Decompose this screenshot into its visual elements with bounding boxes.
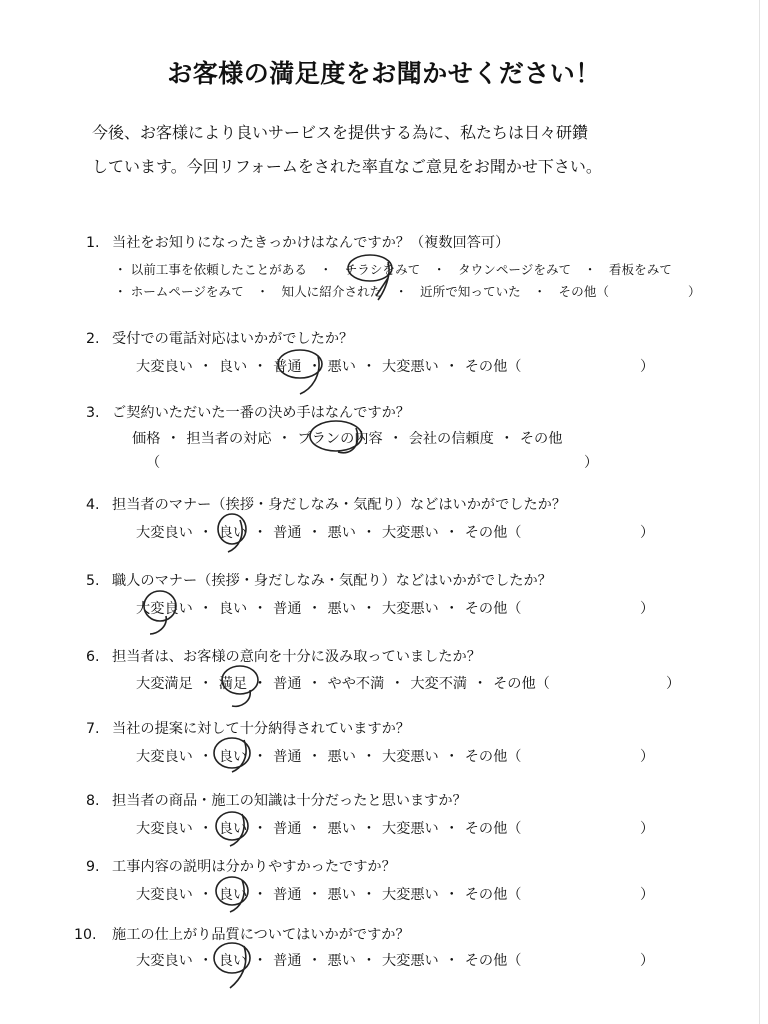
- question-text: 施工の仕上がり品質についてはいかがですか？: [112, 927, 410, 943]
- question-10: [74, 924, 410, 944]
- question-1: [86, 232, 509, 252]
- question-7: [86, 718, 410, 738]
- intro-line-1: 今後、お客様により良いサービスを提供する為に、私たちは日々研鑽: [92, 123, 589, 142]
- option[interactable]: その他（: [464, 749, 522, 765]
- q7-options: 大変良い ・ 良い ・ 普通 ・ 悪い ・ 大変悪い ・ その他（: [136, 749, 522, 765]
- option[interactable]: 良い: [218, 359, 248, 375]
- question-number: 2.: [86, 331, 100, 347]
- option[interactable]: 大変悪い: [381, 749, 439, 765]
- option[interactable]: 大変良い: [136, 601, 193, 617]
- option[interactable]: 悪い: [327, 953, 356, 969]
- option[interactable]: その他（: [464, 953, 522, 969]
- question-text: 工事内容の説明は分かりやすかったですか？: [112, 859, 396, 875]
- question-number: 9.: [86, 859, 100, 875]
- question-number: 3.: [86, 405, 100, 421]
- q2-options: 大変良い ・ 良い ・ 普通 ・ 悪い ・ 大変悪い ・ その他（: [136, 359, 522, 375]
- option[interactable]: 大変悪い: [381, 525, 439, 541]
- option[interactable]: 大変良い: [136, 887, 193, 903]
- question-number: 7.: [86, 721, 100, 737]
- question-8: [86, 790, 467, 810]
- q4-options: 大変良い ・ 良い ・ 普通 ・ 悪い ・ 大変悪い ・ その他（: [136, 525, 522, 541]
- option[interactable]: その他（: [464, 887, 522, 903]
- option[interactable]: 良い: [218, 953, 248, 969]
- option[interactable]: 普通: [273, 525, 302, 541]
- option[interactable]: 普通: [273, 676, 302, 692]
- question-number: 4.: [86, 497, 100, 513]
- q10-close-paren: ）: [640, 953, 655, 969]
- question-2: [86, 328, 353, 348]
- page-edge: [759, 0, 760, 1024]
- question-5: [86, 570, 552, 590]
- option[interactable]: 大変良い: [136, 359, 193, 375]
- q1-close-paren: ）: [688, 284, 701, 299]
- q6-options: 大変満足 ・ 満足 ・ 普通 ・ やや不満 ・ 大変不満 ・ その他（: [136, 676, 550, 692]
- option[interactable]: 良い: [218, 601, 248, 617]
- option[interactable]: 悪い: [327, 749, 356, 765]
- question-text: ご契約いただいた一番の決め手はなんですか？: [112, 405, 410, 421]
- question-9: [86, 856, 396, 876]
- question-number: 6.: [86, 649, 100, 665]
- option[interactable]: その他: [519, 431, 563, 447]
- option[interactable]: 大変良い: [136, 953, 193, 969]
- q9-options: 大変良い ・ 良い ・ 普通 ・ 悪い ・ 大変悪い ・ その他（: [136, 887, 522, 903]
- option[interactable]: 会社の信頼度: [408, 431, 494, 447]
- option[interactable]: 大変良い: [136, 525, 193, 541]
- option[interactable]: 良い: [218, 749, 248, 765]
- q9-close-paren: ）: [640, 887, 655, 903]
- q1-options-line-1: ・ 以前工事を依頼したことがある ・ チラシをみて ・ タウンページをみて ・ 看板をみて: [114, 262, 672, 277]
- option[interactable]: 価格: [132, 431, 161, 447]
- q7-close-paren: ）: [640, 749, 655, 765]
- option[interactable]: 普通: [273, 359, 302, 375]
- option[interactable]: 普通: [273, 821, 302, 837]
- option[interactable]: プランの内容: [297, 431, 383, 447]
- q4-close-paren: ）: [640, 525, 655, 541]
- option[interactable]: 普通: [273, 953, 302, 969]
- question-4: [86, 494, 566, 514]
- q3-open-paren: （: [146, 455, 161, 471]
- option[interactable]: 大変良い: [136, 821, 193, 837]
- q1-options-text: ・ ホームページをみて ・ 知人に紹介された ・ 近所で知っていた ・ その他（: [114, 284, 609, 299]
- option[interactable]: 良い: [218, 525, 248, 541]
- option[interactable]: 大変良い: [136, 749, 193, 765]
- q6-close-paren: ）: [666, 676, 681, 692]
- question-text: 受付での電話対応はいかがでしたか？: [112, 331, 354, 347]
- option[interactable]: 大変悪い: [381, 359, 439, 375]
- option[interactable]: 大変悪い: [381, 887, 439, 903]
- option[interactable]: その他（: [464, 601, 522, 617]
- q5-options: 大変良い ・ 良い ・ 普通 ・ 悪い ・ 大変悪い ・ その他（: [136, 601, 522, 617]
- option[interactable]: 担当者の対応: [186, 431, 272, 447]
- q5-close-paren: ）: [640, 601, 655, 617]
- option[interactable]: 普通: [273, 749, 302, 765]
- question-6: [86, 646, 481, 666]
- option[interactable]: やや不満: [327, 676, 385, 692]
- question-number: 5.: [86, 573, 100, 589]
- option[interactable]: 悪い: [327, 525, 356, 541]
- option[interactable]: 普通: [273, 601, 302, 617]
- question-text: 当社をお知りになったきっかけはなんですか？（複数回答可）: [112, 235, 510, 251]
- option[interactable]: 大変悪い: [381, 821, 439, 837]
- option[interactable]: 大変不満: [410, 676, 468, 692]
- question-text: 職人のマナー（挨拶・身だしなみ・気配り）などはいかがでしたか？: [112, 573, 552, 589]
- question-text: 担当者のマナー（挨拶・身だしなみ・気配り）などはいかがでしたか？: [112, 497, 567, 513]
- option[interactable]: 普通: [273, 887, 302, 903]
- q2-close-paren: ）: [640, 359, 655, 375]
- option[interactable]: 良い: [218, 887, 248, 903]
- option[interactable]: 悪い: [327, 887, 356, 903]
- option[interactable]: 大変悪い: [381, 953, 439, 969]
- option[interactable]: その他（: [464, 359, 522, 375]
- question-number: 8.: [86, 793, 100, 809]
- option[interactable]: 大変悪い: [381, 601, 439, 617]
- page-title: お客様の満足度をお聞かせください！: [167, 59, 601, 88]
- q3-close-paren: ）: [584, 455, 599, 471]
- q3-options: 価格 ・ 担当者の対応 ・ プランの内容 ・ 会社の信頼度 ・ その他: [132, 431, 563, 447]
- option[interactable]: 悪い: [327, 601, 356, 617]
- question-text: 担当者は、お客様の意向を十分に汲み取っていましたか？: [112, 649, 481, 665]
- question-number: 1.: [86, 235, 100, 251]
- q8-close-paren: ）: [640, 821, 655, 837]
- question-number: 10.: [74, 927, 97, 943]
- q1-options-line-2: [114, 281, 609, 300]
- option[interactable]: その他（: [464, 821, 522, 837]
- option[interactable]: その他（: [464, 525, 522, 541]
- option[interactable]: 満足: [218, 676, 248, 692]
- option[interactable]: 悪い: [327, 359, 356, 375]
- option[interactable]: 大変満足: [136, 676, 193, 692]
- q10-options: 大変良い ・ 良い ・ 普通 ・ 悪い ・ 大変悪い ・ その他（: [136, 953, 522, 969]
- option[interactable]: 良い: [218, 821, 248, 837]
- question-text: 担当者の商品・施工の知識は十分だったと思いますか？: [112, 793, 467, 809]
- question-3: [86, 402, 410, 422]
- q8-options: 大変良い ・ 良い ・ 普通 ・ 悪い ・ 大変悪い ・ その他（: [136, 821, 522, 837]
- question-text: 当社の提案に対して十分納得されていますか？: [112, 721, 410, 737]
- intro-line-2: しています。今回リフォームをされた率直なご意見をお聞かせ下さい。: [92, 157, 602, 176]
- option[interactable]: その他（: [493, 676, 550, 692]
- option[interactable]: 悪い: [327, 821, 356, 837]
